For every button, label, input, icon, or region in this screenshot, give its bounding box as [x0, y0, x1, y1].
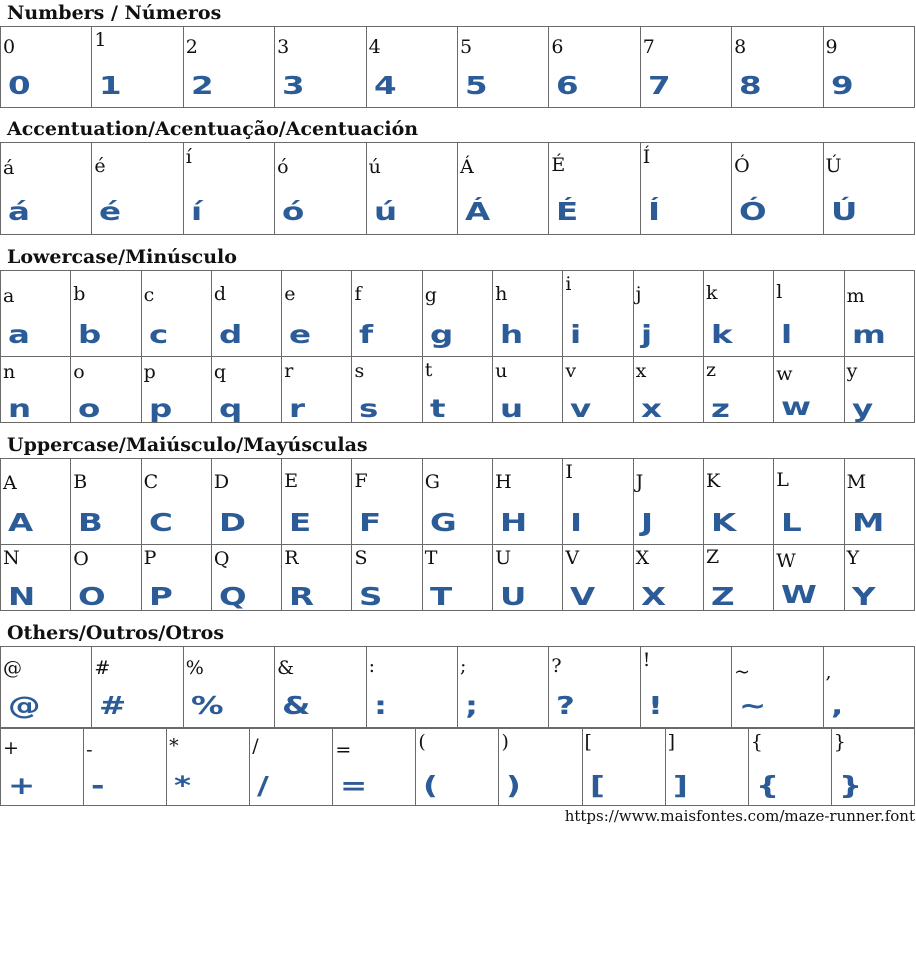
- glyph-sample: ~: [739, 691, 767, 720]
- char-label: G: [424, 471, 440, 493]
- glyph-sample: I: [570, 508, 583, 537]
- glyph-cell: [141, 271, 211, 357]
- char-label: q: [213, 361, 227, 383]
- glyph-sample: O: [78, 582, 106, 610]
- glyph-sample: :: [373, 691, 387, 720]
- char-label: -: [86, 739, 93, 761]
- char-label: I: [565, 461, 573, 483]
- glyph-sample: ]: [672, 771, 688, 800]
- glyph-cell: [493, 271, 563, 357]
- glyph-cell: [633, 459, 703, 545]
- glyph-cell: [563, 459, 633, 545]
- glyph-sample: 8: [739, 71, 762, 100]
- glyph-cell: [141, 459, 211, 545]
- glyph-sample: L: [781, 508, 802, 537]
- glyph-sample: ?: [556, 691, 576, 720]
- glyph-sample: V: [570, 582, 596, 610]
- glyph-sample: N: [8, 582, 36, 610]
- char-label: /: [252, 735, 259, 757]
- glyph-sample: }: [838, 771, 862, 800]
- glyph-sample: D: [218, 508, 246, 537]
- glyph-sample: é: [99, 197, 122, 226]
- glyph-sample: o: [78, 394, 101, 422]
- char-label: D: [213, 471, 230, 493]
- glyph-sample: ó: [282, 197, 305, 226]
- accents-row: [1, 143, 915, 235]
- glyph-cell: [665, 729, 748, 806]
- glyph-sample: g: [429, 320, 454, 349]
- char-label: +: [3, 737, 19, 759]
- char-label: é: [94, 155, 106, 177]
- glyph-cell: [422, 357, 492, 423]
- glyph-cell: [703, 271, 773, 357]
- char-label: #: [94, 657, 111, 679]
- glyph-sample: e: [289, 320, 312, 349]
- section-title-accents: Accentuation/Acentuação/Acentuación: [7, 118, 419, 140]
- glyph-sample: 0: [8, 71, 31, 100]
- lowercase-row: [1, 357, 915, 423]
- glyph-cell: [416, 729, 499, 806]
- char-label: p: [143, 361, 156, 383]
- others-grid-row-1: [0, 646, 915, 728]
- char-label: í: [185, 146, 192, 168]
- glyph-sample: X: [640, 582, 666, 610]
- glyph-sample: F: [359, 508, 382, 537]
- uppercase-row: [1, 545, 915, 611]
- glyph-cell: [582, 729, 665, 806]
- char-label: [: [584, 731, 592, 753]
- glyph-cell: [84, 729, 167, 806]
- glyph-cell: [92, 27, 183, 108]
- glyph-cell: [71, 271, 141, 357]
- glyph-cell: [493, 459, 563, 545]
- glyph-sample: l: [781, 320, 793, 349]
- char-label: v: [565, 360, 577, 382]
- glyph-cell: [167, 729, 250, 806]
- char-label: b: [73, 283, 86, 305]
- char-label: C: [143, 471, 159, 493]
- char-label: ó: [277, 156, 289, 178]
- char-label: c: [143, 284, 155, 306]
- char-label: X: [635, 547, 650, 569]
- char-label: Á: [459, 156, 474, 178]
- numbers-grid: [0, 26, 915, 108]
- glyph-cell: [703, 459, 773, 545]
- glyph-cell: [1, 647, 92, 728]
- char-label: 7: [642, 36, 655, 58]
- glyph-cell: [211, 459, 281, 545]
- glyph-cell: [774, 545, 844, 611]
- char-label: &: [277, 657, 295, 679]
- glyph-cell: [549, 143, 640, 235]
- glyph-cell: [1, 143, 92, 235]
- char-label: J: [635, 471, 644, 493]
- glyph-cell: [282, 271, 352, 357]
- glyph-sample: U: [500, 582, 527, 610]
- char-label: T: [424, 547, 438, 569]
- char-label: 2: [185, 36, 198, 58]
- glyph-cell: [774, 459, 844, 545]
- glyph-cell: [352, 459, 422, 545]
- glyph-cell: [823, 143, 914, 235]
- glyph-cell: [1, 729, 84, 806]
- lowercase-row: [1, 271, 915, 357]
- accents-grid: [0, 142, 915, 235]
- glyph-sample: É: [556, 197, 579, 226]
- glyph-cell: [250, 729, 333, 806]
- glyph-sample: Z: [710, 582, 735, 610]
- char-label: s: [354, 360, 365, 382]
- char-label: Y: [846, 547, 860, 569]
- glyph-sample: Í: [647, 197, 660, 226]
- glyph-sample: 2: [190, 71, 214, 100]
- char-label: H: [495, 471, 512, 493]
- uppercase-grid: [0, 458, 915, 611]
- glyph-cell: [282, 545, 352, 611]
- glyph-sample: x: [640, 394, 662, 422]
- glyph-sample: !: [647, 691, 663, 720]
- char-label: f: [354, 283, 362, 305]
- glyph-sample: 7: [647, 71, 671, 100]
- char-label: P: [143, 547, 157, 569]
- glyph-sample: s: [359, 394, 379, 422]
- glyph-cell: [549, 647, 640, 728]
- glyph-cell: [823, 647, 914, 728]
- glyph-sample: E: [289, 508, 312, 537]
- lowercase-grid: [0, 270, 915, 423]
- glyph-cell: [633, 271, 703, 357]
- char-label: o: [73, 361, 85, 383]
- char-label: á: [3, 157, 15, 179]
- glyph-sample: z: [710, 394, 730, 422]
- glyph-sample: i: [570, 320, 582, 349]
- glyph-sample: [: [589, 771, 605, 800]
- numbers-row: [1, 27, 915, 108]
- glyph-sample: S: [359, 582, 383, 610]
- glyph-sample: Q: [218, 582, 247, 610]
- glyph-cell: [92, 143, 183, 235]
- glyph-sample: A: [8, 508, 34, 537]
- char-label: L: [776, 469, 789, 491]
- glyph-cell: [275, 27, 366, 108]
- glyph-sample: w: [781, 392, 812, 421]
- glyph-sample: í: [190, 197, 202, 226]
- glyph-sample: ): [506, 771, 522, 800]
- glyph-cell: [748, 729, 831, 806]
- glyph-sample: 4: [373, 71, 397, 100]
- glyph-sample: m: [851, 320, 886, 349]
- glyph-cell: [1, 27, 92, 108]
- glyph-cell: [823, 27, 914, 108]
- glyph-sample: /: [257, 771, 270, 800]
- glyph-sample: =: [340, 771, 368, 800]
- glyph-cell: [1, 357, 71, 423]
- char-label: M: [846, 471, 867, 493]
- char-label: t: [424, 359, 433, 381]
- glyph-cell: [844, 459, 914, 545]
- glyph-cell: [549, 27, 640, 108]
- glyph-sample: Y: [851, 582, 876, 610]
- glyph-sample: d: [218, 320, 243, 349]
- glyph-cell: [774, 357, 844, 423]
- glyph-sample: %: [190, 691, 224, 720]
- char-label: !: [642, 649, 651, 671]
- glyph-sample: h: [500, 320, 524, 349]
- glyph-cell: [141, 357, 211, 423]
- glyph-sample: C: [148, 508, 173, 537]
- char-label: %: [185, 657, 204, 679]
- char-label: Ú: [825, 155, 842, 177]
- char-label: @: [3, 657, 22, 679]
- char-label: Z: [705, 546, 720, 568]
- glyph-cell: [275, 143, 366, 235]
- glyph-sample: R: [289, 582, 315, 610]
- glyph-sample: n: [8, 394, 32, 422]
- glyph-sample: M: [851, 508, 884, 537]
- glyph-sample: ;: [464, 691, 478, 720]
- glyph-cell: [640, 647, 731, 728]
- glyph-sample: y: [851, 394, 873, 422]
- glyph-sample: k: [710, 320, 733, 349]
- char-label: 0: [3, 36, 16, 58]
- char-label: e: [284, 283, 296, 305]
- char-label: 4: [368, 36, 381, 58]
- glyph-cell: [844, 545, 914, 611]
- glyph-sample: q: [218, 394, 243, 422]
- char-label: l: [776, 281, 783, 303]
- glyph-cell: [732, 143, 823, 235]
- char-label: 3: [277, 36, 290, 58]
- char-label: ú: [368, 156, 381, 178]
- glyph-cell: [633, 545, 703, 611]
- glyph-sample: +: [8, 771, 36, 800]
- char-label: 8: [734, 36, 747, 58]
- section-title-uppercase: Uppercase/Maiúsculo/Mayúsculas: [7, 434, 368, 456]
- glyph-sample: f: [359, 320, 374, 349]
- glyph-cell: [366, 27, 457, 108]
- char-label: g: [424, 284, 437, 306]
- glyph-sample: -: [91, 771, 105, 800]
- glyph-sample: 6: [556, 71, 579, 100]
- glyph-sample: 9: [830, 71, 854, 100]
- char-label: r: [284, 360, 294, 382]
- char-label: Ó: [734, 155, 750, 177]
- glyph-cell: [211, 271, 281, 357]
- char-label: ): [501, 731, 509, 753]
- glyph-cell: [1, 271, 71, 357]
- glyph-sample: 1: [99, 71, 123, 100]
- char-label: U: [495, 547, 512, 569]
- char-label: :: [368, 655, 375, 677]
- char-label: }: [833, 731, 846, 753]
- glyph-cell: [422, 271, 492, 357]
- char-label: n: [3, 361, 16, 383]
- char-label: d: [213, 283, 227, 305]
- glyph-sample: *: [174, 771, 192, 800]
- char-label: y: [846, 360, 858, 382]
- glyph-cell: [1, 545, 71, 611]
- glyph-cell: [499, 729, 582, 806]
- glyph-cell: [71, 459, 141, 545]
- glyph-cell: [71, 357, 141, 423]
- char-label: Í: [642, 146, 651, 168]
- glyph-cell: [563, 545, 633, 611]
- glyph-cell: [183, 143, 274, 235]
- glyph-cell: [493, 545, 563, 611]
- glyph-cell: [211, 357, 281, 423]
- glyph-cell: [457, 27, 548, 108]
- glyph-sample: u: [500, 394, 524, 422]
- char-label: m: [846, 285, 865, 307]
- char-label: a: [3, 285, 15, 307]
- glyph-sample: t: [429, 394, 446, 422]
- glyph-cell: [844, 357, 914, 423]
- glyph-sample: Ú: [830, 197, 857, 226]
- char-label: K: [705, 470, 721, 492]
- source-link[interactable]: https://www.maisfontes.com/maze-runner.font: [564, 807, 915, 825]
- char-label: B: [73, 471, 88, 493]
- glyph-sample: ú: [373, 197, 397, 226]
- glyph-cell: [92, 647, 183, 728]
- glyph-cell: [422, 545, 492, 611]
- glyph-cell: [563, 271, 633, 357]
- char-label: O: [73, 548, 89, 570]
- char-label: É: [551, 154, 566, 176]
- glyph-cell: [282, 459, 352, 545]
- glyph-cell: [844, 271, 914, 357]
- glyph-cell: [493, 357, 563, 423]
- others-grid-row-2: [0, 728, 915, 806]
- char-label: ,: [825, 661, 832, 683]
- glyph-cell: [183, 27, 274, 108]
- char-label: A: [3, 472, 17, 494]
- glyph-sample: {: [755, 771, 779, 800]
- glyph-cell: [457, 143, 548, 235]
- glyph-cell: [703, 357, 773, 423]
- char-label: *: [169, 735, 179, 757]
- glyph-cell: [457, 647, 548, 728]
- glyph-sample: ,: [830, 691, 843, 720]
- section-title-numbers: Numbers / Números: [7, 2, 222, 24]
- char-label: N: [3, 547, 20, 569]
- char-label: i: [565, 273, 572, 295]
- glyph-cell: [640, 143, 731, 235]
- glyph-cell: [352, 545, 422, 611]
- char-label: V: [565, 547, 580, 569]
- glyph-sample: v: [570, 394, 592, 422]
- glyph-sample: J: [640, 508, 653, 537]
- glyph-cell: [366, 143, 457, 235]
- char-label: =: [335, 739, 352, 761]
- glyph-sample: @: [8, 691, 41, 720]
- glyph-sample: T: [429, 582, 452, 610]
- glyph-cell: [732, 647, 823, 728]
- char-label: ]: [667, 731, 676, 753]
- glyph-sample: p: [148, 394, 172, 422]
- glyph-cell: [703, 545, 773, 611]
- glyph-cell: [282, 357, 352, 423]
- glyph-sample: K: [710, 508, 737, 537]
- glyph-sample: a: [8, 320, 30, 349]
- glyph-sample: #: [99, 691, 127, 720]
- glyph-sample: W: [781, 580, 818, 609]
- glyph-cell: [275, 647, 366, 728]
- glyph-sample: P: [148, 582, 173, 610]
- glyph-sample: H: [500, 508, 528, 537]
- glyph-cell: [732, 27, 823, 108]
- glyph-sample: Á: [464, 197, 491, 226]
- char-label: h: [495, 283, 508, 305]
- char-label: k: [705, 282, 718, 304]
- char-label: 6: [551, 36, 564, 58]
- section-title-lowercase: Lowercase/Minúsculo: [7, 246, 237, 268]
- others-row: [1, 647, 915, 728]
- glyph-sample: G: [429, 508, 457, 537]
- char-label: 5: [459, 36, 473, 58]
- glyph-cell: [333, 729, 416, 806]
- glyph-sample: b: [78, 320, 102, 349]
- char-label: E: [284, 470, 299, 492]
- glyph-cell: [774, 271, 844, 357]
- glyph-sample: 5: [464, 71, 488, 100]
- glyph-cell: [422, 459, 492, 545]
- char-label: z: [705, 359, 716, 381]
- char-label: W: [776, 550, 796, 572]
- glyph-cell: [71, 545, 141, 611]
- glyph-cell: [352, 271, 422, 357]
- glyph-sample: B: [78, 508, 104, 537]
- glyph-sample: á: [8, 197, 30, 226]
- char-label: Q: [213, 548, 230, 570]
- glyph-cell: [633, 357, 703, 423]
- glyph-cell: [141, 545, 211, 611]
- glyph-sample: (: [423, 771, 439, 800]
- glyph-cell: [1, 459, 71, 545]
- glyph-sample: c: [148, 320, 168, 349]
- char-label: F: [354, 470, 368, 492]
- glyph-cell: [563, 357, 633, 423]
- glyph-sample: j: [640, 320, 652, 349]
- char-label: ;: [459, 655, 467, 677]
- char-label: S: [354, 547, 368, 569]
- glyph-cell: [640, 27, 731, 108]
- char-label: w: [776, 363, 793, 385]
- char-label: u: [495, 360, 508, 382]
- char-label: (: [418, 731, 426, 753]
- glyph-cell: [366, 647, 457, 728]
- glyph-sample: &: [282, 691, 311, 720]
- char-label: ~: [734, 661, 751, 683]
- glyph-cell: [352, 357, 422, 423]
- char-label: j: [635, 283, 642, 305]
- glyph-sample: r: [289, 394, 306, 422]
- char-label: {: [750, 731, 763, 753]
- glyph-cell: [831, 729, 914, 806]
- char-label: R: [284, 547, 299, 569]
- char-label: x: [635, 360, 647, 382]
- char-label: ?: [551, 655, 562, 677]
- char-label: 1: [94, 29, 107, 51]
- glyph-cell: [211, 545, 281, 611]
- glyph-cell: [183, 647, 274, 728]
- glyph-sample: 3: [282, 71, 305, 100]
- uppercase-row: [1, 459, 915, 545]
- glyph-sample: Ó: [739, 197, 767, 226]
- char-label: 9: [825, 36, 838, 58]
- others-row: [1, 729, 915, 806]
- section-title-others: Others/Outros/Otros: [7, 622, 225, 644]
